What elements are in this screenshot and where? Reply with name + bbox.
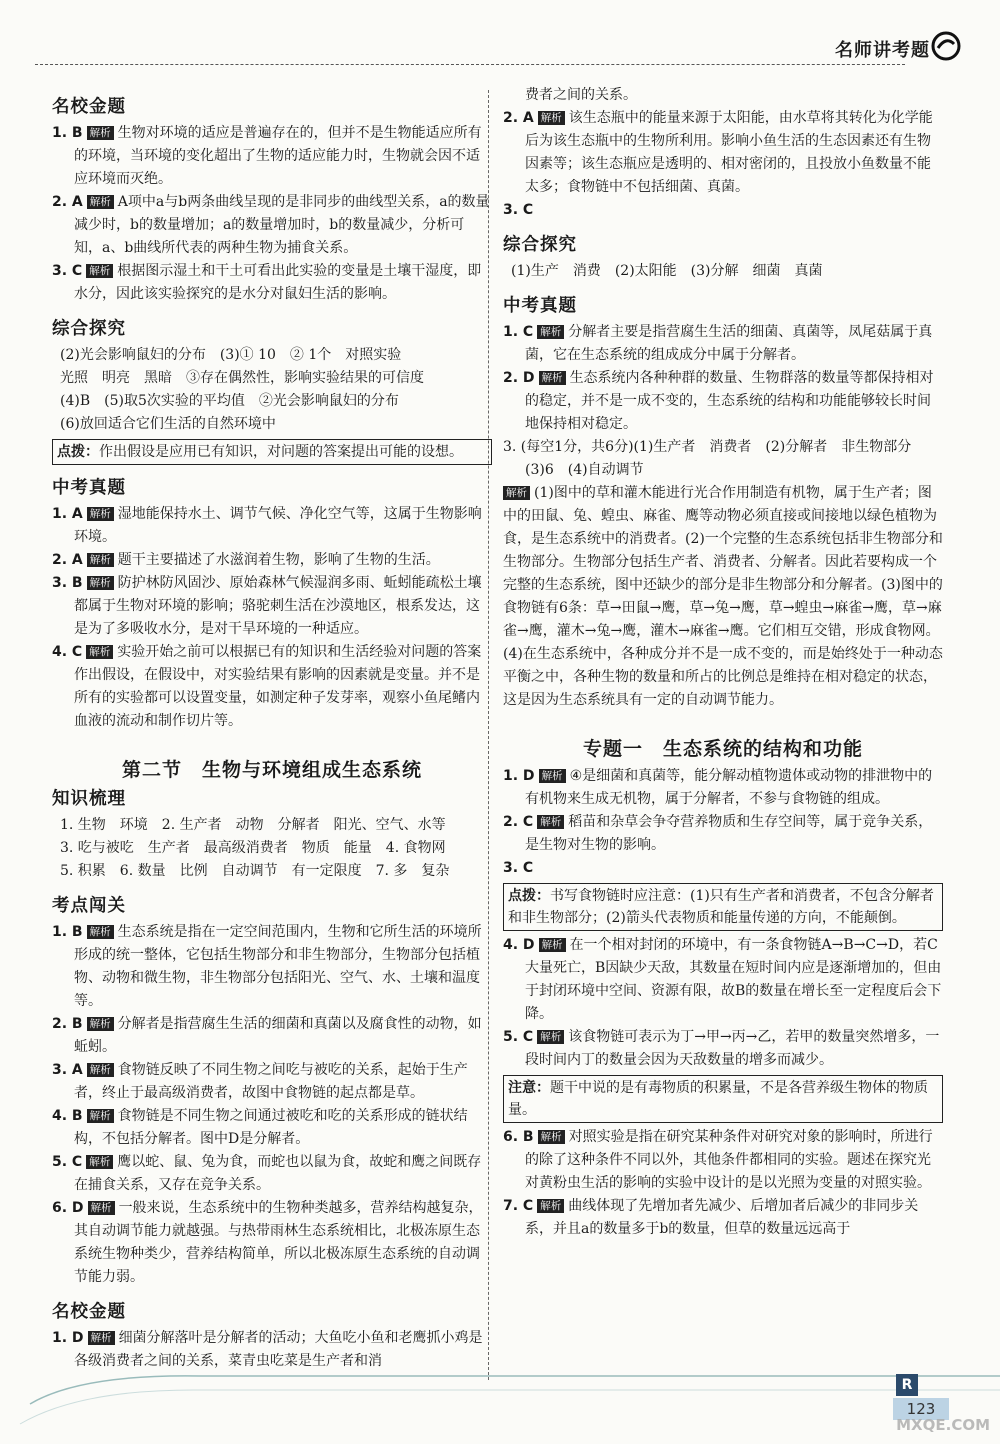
answer-line: (4)B (5)取5次实验的平均值 ②光会影响鼠妇的分布 xyxy=(60,393,399,409)
explanation-text: 食物链是不同生物之间通过被吃和吃的关系形成的链状结构，不包括分解者。图中D是分解者。 xyxy=(74,1108,468,1147)
answer-item xyxy=(503,934,943,1026)
answer-key: 1. B xyxy=(52,924,83,940)
right-column xyxy=(503,84,943,1241)
analysis-badge: 解析 xyxy=(539,371,566,385)
analysis-badge: 解析 xyxy=(539,769,566,783)
answer-key: 6. B xyxy=(503,1129,534,1145)
answer-key: 6. D xyxy=(52,1200,84,1216)
answer-line: 3. 吃与被吃 生产者 最高级消费者 物质 能量 4. 食物网 xyxy=(60,840,446,856)
explanation-text: 分解者主要是指营腐生生活的细菌、真菌等，凤尾菇属于真菌，它在生态系统的组成成分中属于分解者。 xyxy=(525,324,933,363)
answer-item xyxy=(503,1195,943,1241)
answer-key: 3. C xyxy=(503,202,534,218)
answer-key: 3. B xyxy=(52,575,83,591)
analysis-badge: 解析 xyxy=(87,1017,114,1031)
tip-box xyxy=(503,883,943,931)
answer-item xyxy=(503,857,943,880)
answer-key: 1. B xyxy=(52,125,83,141)
explanation-text: A项中a与b两条曲线呈现的是非同步的曲线型关系，a的数量减少时，b的数量增加；a的数量增加时，b的数量减少，分析可知，a、b曲线所代表的两种生物为捕食关系。 xyxy=(74,194,490,256)
answer-line: 1. 生物 环境 2. 生产者 动物 分解者 阳光、空气、水等 xyxy=(60,817,446,833)
answer-key: 1. C xyxy=(503,324,534,340)
explanation-text: ④是细菌和真菌等，能分解动植物遗体或动物的排泄物中的有机物来生成无机物，属于分解者，不参与食物链的组成。 xyxy=(525,768,933,807)
explanation-text: 曲线体现了先增加者先减少、后增加者后减少的非同步关系，并且a的数量多于b的数量，但草的数量远远高于 xyxy=(525,1198,919,1237)
header-brand: 名师讲考题 xyxy=(835,40,930,61)
answer-key: 4. D xyxy=(503,937,535,953)
answer-item xyxy=(503,1126,943,1195)
section-title: 名校金题 xyxy=(52,1302,126,1322)
analysis-badge: 解析 xyxy=(538,1130,565,1144)
answer-item xyxy=(503,811,943,857)
section-title: 考点闯关 xyxy=(52,896,126,916)
explanation-text: 该生态瓶中的能量来源于太阳能，由水草将其转化为化学能后为该生态瓶中的生物所利用。影响小鱼生活的生态因素还有生物因素等；该生态瓶应是透明的、相对密闭的，且投放小鱼数量不能太多；食物链中不包括细菌、真菌。 xyxy=(525,110,933,195)
answer-lines xyxy=(52,344,492,436)
tip-label: 点拨： xyxy=(508,888,550,904)
answer-item xyxy=(503,1026,943,1072)
watermark: MXQE.COM xyxy=(896,1416,990,1434)
section-title: 中考真题 xyxy=(52,478,126,498)
section-title: 名校金题 xyxy=(52,97,126,117)
answer-item xyxy=(52,260,492,306)
answer-line: (2)光会影响鼠妇的分布 (3)① 10 ② 1个 对照实验 xyxy=(60,347,402,363)
section-title: 综合探究 xyxy=(52,319,126,339)
analysis-badge: 解析 xyxy=(87,925,114,939)
analysis-badge: 解析 xyxy=(87,195,114,209)
answer-key: 2. D xyxy=(503,370,535,386)
footer-wave xyxy=(0,1364,1000,1444)
answer-line: 光照 明亮 黑暗 ③存在偶然性，影响实验结果的可信度 xyxy=(60,370,424,386)
answer-item xyxy=(52,1013,492,1059)
explanation-text: 湿地能保持水土、调节气候、净化空气等，这属于生物影响环境。 xyxy=(74,506,482,545)
answer-key: 2. B xyxy=(52,1016,83,1032)
answer-key: 5. C xyxy=(503,1029,534,1045)
answer-list xyxy=(503,934,943,1072)
answer-item xyxy=(503,321,943,367)
brand-logo-icon xyxy=(930,30,962,62)
answer-key: 2. A xyxy=(503,110,534,126)
answer-key: 7. C xyxy=(503,1198,534,1214)
continued-text: 费者之间的关系。 xyxy=(525,87,637,103)
answer-item xyxy=(52,503,492,549)
explanation-text: 实验开始之前可以根据已有的知识和生活经验对问题的答案作出假设，在假设中，对实验结果有影响的因素就是变量。并不是所有的实验都可以设置变量，如测定种子发芽率，观察小鱼尾鳍内血液的流动和制作切片等。 xyxy=(74,644,482,729)
answer-list xyxy=(503,1126,943,1241)
answer-lines xyxy=(52,814,492,883)
analysis-badge: 解析 xyxy=(87,1063,114,1077)
answer-key: 2. A xyxy=(52,552,83,568)
answer-list xyxy=(503,765,943,880)
section-title: 中考真题 xyxy=(503,296,577,316)
explanation-text: 该食物链可表示为丁→甲→丙→乙，若甲的数量突然增多，一段时间内丁的数量会因为天敌数量的增多而减少。 xyxy=(525,1029,940,1068)
answer-item xyxy=(52,1059,492,1105)
topic-title: 专题一 生态系统的结构和功能 xyxy=(582,738,863,760)
explanation-text: 生物对环境的适应是普遍存在的，但并不是生物能适应所有的环境，当环境的变化超出了生物的适应能力时，生物就会因不适应环境而灭绝。 xyxy=(74,125,482,187)
analysis-badge: 解析 xyxy=(537,1199,564,1213)
analysis-badge: 解析 xyxy=(88,1201,115,1215)
answer-item xyxy=(52,1197,492,1289)
note-box xyxy=(503,1075,943,1123)
analysis-badge: 解析 xyxy=(87,507,114,521)
answer-list xyxy=(503,107,943,222)
page-header xyxy=(0,0,1000,80)
analysis-badge: 解析 xyxy=(87,576,114,590)
explanation-text: 稻苗和杂草会争夺营养物质和生存空间等，属于竞争关系，是生物对生物的影响。 xyxy=(525,814,933,853)
explanation xyxy=(503,482,943,712)
analysis-badge: 解析 xyxy=(537,325,564,339)
answer-key: 4. B xyxy=(52,1108,83,1124)
answer-item xyxy=(503,367,943,436)
page-number: 123 xyxy=(893,1398,949,1420)
analysis-badge: 解析 xyxy=(538,111,565,125)
header-rule xyxy=(35,64,905,65)
answer-item-head xyxy=(503,436,943,482)
analysis-badge: 解析 xyxy=(88,1331,115,1345)
answer-key: 1. A xyxy=(52,506,83,522)
tip-box xyxy=(52,439,492,465)
answer-key: 3. C xyxy=(52,263,83,279)
analysis-badge: 解析 xyxy=(86,1155,113,1169)
explanation-text: (1)图中的草和灌木能进行光合作用制造有机物，属于生产者；图中的田鼠、兔、蝗虫、麻雀、鹰等动物必须直接或间接地以绿色植物为食，是生态系统中的消费者。(2)一个完整的生态系统包括非生物部分和生物部分。生物部分包括生产者、消费者、分解者。因此若要构成一个完整的生态系统，图中还缺少的部分是非生物部分和分解者。(3)图中的食物链有6条：草→田鼠→鹰，草→兔→鹰，草→蝗虫→麻雀→鹰，草→麻雀→鹰，灌木→兔→鹰，灌木→麻雀→鹰。它们相互交错，形成食物网。(4)在生态系统中，各种成分并不是一成不变的，而是始终处于一种动态平衡之中，各种生物的数量和所占的比例总是维持在相对稳定的状态，这是因为生态系统具有一定的自动调节能力。 xyxy=(503,485,943,708)
explanation-text: 生态系统内各种种群的数量、生物群落的数量等都保持相对的稳定，并不是一成不变的，生态系统的结构和功能能够较长时间地保持相对稳定。 xyxy=(525,370,934,432)
note-label: 注意： xyxy=(508,1080,550,1096)
answer-item xyxy=(52,641,492,733)
note-text: 题干中说的是有毒物质的积累量，不是各营养级生物体的物质量。 xyxy=(508,1080,928,1118)
explanation-text: 在一个相对封闭的环境中，有一条食物链A→B→C→D，若C大量死亡，B因缺少天敌，其数量在短时间内应是逐渐增加的，但由于封闭环境中空间、资源有限，故B的数量在增长至一定程度后会下降。 xyxy=(525,937,942,1022)
answer-item xyxy=(503,765,943,811)
answer-line: (1)生产 消费 (2)太阳能 (3)分解 细菌 真菌 xyxy=(511,263,823,279)
left-column xyxy=(52,84,492,1373)
explanation-text: 对照实验是指在研究某种条件对研究对象的影响时，所进行的除了这种条件不同以外，其他条件都相同的实验。题述在探究光对黄粉虫生活的影响的实验中设计的是以光照为变量的对照实验。 xyxy=(525,1129,933,1191)
answer-key: 2. A xyxy=(52,194,83,210)
answer-list xyxy=(52,921,492,1289)
answer-item xyxy=(52,549,492,572)
analysis-badge: 解析 xyxy=(87,1109,114,1123)
answer-item xyxy=(52,191,492,260)
answer-head-text: 3. (每空1分，共6分)(1)生产者 消费者 (2)分解者 非生物部分 (3)6 (4)自动调节 xyxy=(503,439,926,478)
answer-item xyxy=(503,199,943,222)
answer-item xyxy=(503,107,943,199)
answer-key: 5. C xyxy=(52,1154,83,1170)
analysis-badge: 解析 xyxy=(537,1030,564,1044)
analysis-badge: 解析 xyxy=(87,553,114,567)
explanation-text: 防护林防风固沙、原始森林气候湿润多雨、蚯蚓能疏松土壤都属于生物对环境的影响；骆驼刺生活在沙漠地区，根系发达，这是为了多吸收水分，是对干旱环境的一种适应。 xyxy=(74,575,482,637)
explanation-text: 分解者是指营腐生生活的细菌和真菌以及腐食性的动物，如蚯蚓。 xyxy=(74,1016,482,1055)
analysis-badge: 解析 xyxy=(503,486,530,500)
answer-item xyxy=(52,122,492,191)
explanation-text: 细菌分解落叶是分解者的活动；大鱼吃小鱼和老鹰抓小鸡是各级消费者之间的关系，菜青虫吃菜是生产者和消 xyxy=(74,1330,483,1369)
explanation-text: 题干主要描述了水滋润着生物，影响了生物的生活。 xyxy=(117,552,440,568)
analysis-badge: 解析 xyxy=(539,938,566,952)
explanation-text: 一般来说，生态系统中的生物种类越多，营养结构越复杂，其自动调节能力就越强。与热带雨林生态系统相比，北极冻原生态系统生物种类少，营养结构简单，所以北极冻原生态系统的自动调节能力弱。 xyxy=(74,1200,483,1285)
tip-text: 书写食物链时应注意：(1)只有生产者和消费者，不包含分解者和非生物部分；(2)箭头代表物质和能量传递的方向，不能颠倒。 xyxy=(508,888,934,926)
answer-key: 4. C xyxy=(52,644,83,660)
answer-line: (6)放回适合它们生活的自然环境中 xyxy=(60,416,276,432)
section-title: 综合探究 xyxy=(503,235,577,255)
answer-key: 2. C xyxy=(503,814,534,830)
answer-key: 1. D xyxy=(52,1330,84,1346)
chapter-title: 第二节 生物与环境组成生态系统 xyxy=(121,759,422,781)
tip-label: 点拨： xyxy=(57,444,99,460)
answer-item xyxy=(52,572,492,641)
answer-item xyxy=(52,1105,492,1151)
explanation-text: 生态系统是指在一定空间范围内，生物和它所生活的环境所形成的统一整体，它包括生物部分和非生物部分，生物部分包括植物、动物和微生物，非生物部分包括阳光、空气、水、土壤和温度等。 xyxy=(74,924,482,1009)
explanation-text: 食物链反映了不同生物之间吃与被吃的关系，起始于生产者，终止于最高级消费者，故图中食物链的起点都是草。 xyxy=(74,1062,468,1101)
tip-text: 作出假设是应用已有知识，对问题的答案提出可能的设想。 xyxy=(99,444,463,460)
answer-list xyxy=(503,321,943,436)
analysis-badge: 解析 xyxy=(86,645,113,659)
explanation-text: 根据图示湿土和干土可看出此实验的变量是土壤干湿度，即水分，因此该实验探究的是水分对鼠妇生活的影响。 xyxy=(74,263,482,302)
answer-item xyxy=(52,1151,492,1197)
explanation-text: 鹰以蛇、鼠、兔为食，而蛇也以鼠为食，故蛇和鹰之间既存在捕食关系，又存在竞争关系。 xyxy=(74,1154,482,1193)
page-tab-badge: R xyxy=(896,1374,918,1396)
analysis-badge: 解析 xyxy=(86,264,113,278)
answer-item xyxy=(52,921,492,1013)
analysis-badge: 解析 xyxy=(87,126,114,140)
answer-list xyxy=(52,122,492,306)
answer-key: 1. D xyxy=(503,768,535,784)
answer-line: 5. 积累 6. 数量 比例 自动调节 有一定限度 7. 多 复杂 xyxy=(60,863,450,879)
answer-list xyxy=(52,503,492,733)
analysis-badge: 解析 xyxy=(537,815,564,829)
section-title: 知识梳理 xyxy=(52,789,126,809)
answer-key: 3. C xyxy=(503,860,534,876)
answer-key: 3. A xyxy=(52,1062,83,1078)
